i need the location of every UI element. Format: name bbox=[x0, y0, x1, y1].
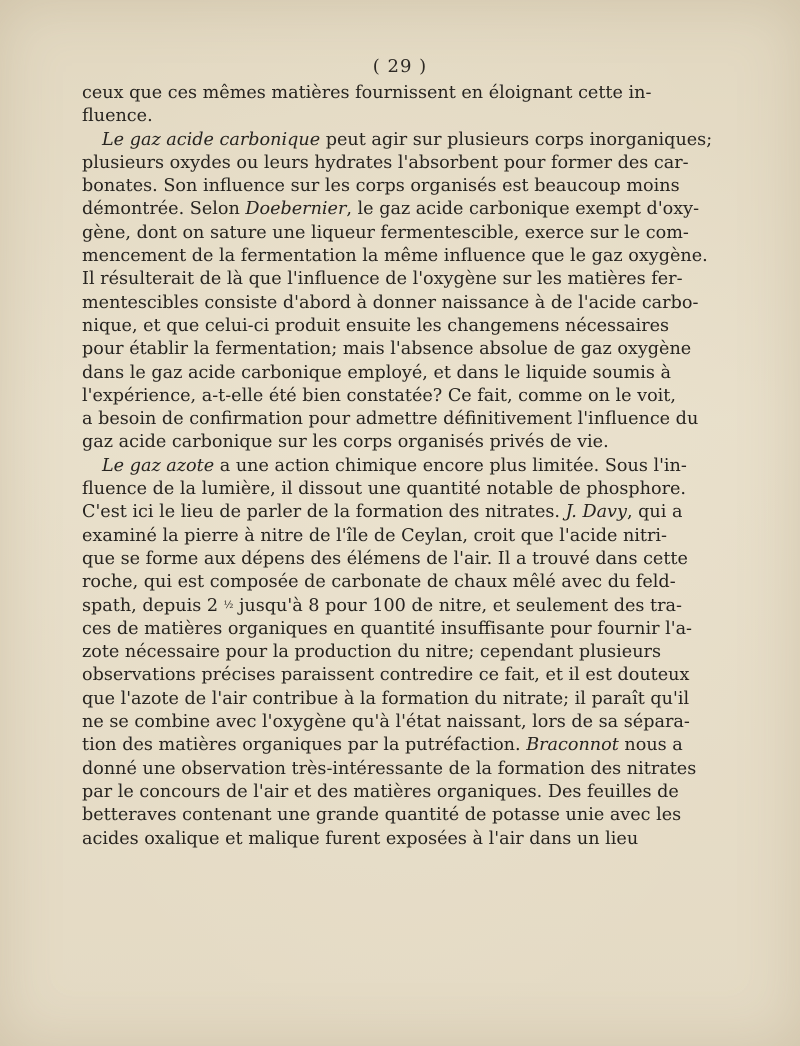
line-text: , qui a bbox=[626, 502, 683, 523]
text-line bbox=[82, 431, 616, 454]
page-number: ( 29 ) bbox=[372, 56, 428, 77]
text-line bbox=[82, 82, 652, 105]
line-text: pour établir la fermentation; mais l'absence absolue de gaz oxygène bbox=[82, 339, 692, 360]
text-line bbox=[82, 408, 699, 431]
line-text: acides oxalique et malique furent exposées à l'air dans un lieu bbox=[82, 828, 639, 849]
text-line bbox=[82, 525, 667, 548]
text-line bbox=[82, 222, 689, 245]
text-line bbox=[82, 641, 661, 664]
line-text: ne se combine avec l'oxygène qu'à l'état naissant, lors de sa sépara- bbox=[82, 712, 690, 733]
text-line bbox=[82, 292, 699, 315]
text-line bbox=[82, 129, 713, 152]
text-line bbox=[82, 315, 670, 338]
text-line bbox=[82, 595, 682, 618]
text-line bbox=[82, 734, 683, 757]
text-line bbox=[82, 758, 697, 781]
line-text: que l'azote de l'air contribue à la formation du nitrate; il paraît qu'il bbox=[82, 688, 690, 709]
text-line bbox=[82, 804, 682, 827]
line-text: fluence. bbox=[82, 106, 153, 127]
text-line bbox=[82, 385, 676, 408]
text-line bbox=[82, 571, 676, 594]
italic-name: Doebernier bbox=[245, 199, 347, 220]
text-line bbox=[82, 175, 680, 198]
line-text: roche, qui est composée de carbonate de chaux mêlé avec du feld- bbox=[82, 572, 676, 593]
fraction: ½ bbox=[223, 600, 234, 612]
line-text: observations précises paraissent contredire ce fait, et il est douteux bbox=[82, 665, 690, 686]
line-text: examiné la pierre à nitre de l'île de Ceylan, croit que l'acide nitri- bbox=[82, 525, 667, 546]
italic-name: Braconnot bbox=[526, 735, 619, 756]
text-line bbox=[82, 618, 692, 641]
line-text: l'expérience, a-t-elle été bien constatée? Ce fait, comme on le voit, bbox=[82, 385, 676, 406]
body-text bbox=[82, 82, 713, 851]
line-text: démontrée. Selon bbox=[82, 199, 246, 220]
text-line bbox=[82, 362, 671, 385]
text-line bbox=[82, 548, 688, 571]
line-text: Il résulterait de là que l'influence de l'oxygène sur les matières fer- bbox=[82, 269, 683, 290]
line-text: par le concours de l'air et des matières organiques. Des feuilles de bbox=[82, 781, 679, 802]
line-text: , le gaz acide carbonique exempt d'oxy- bbox=[346, 199, 700, 220]
text-line bbox=[82, 245, 708, 268]
line-text: bonates. Son influence sur les corps organisés est beaucoup moins bbox=[82, 176, 680, 197]
italic-name: Le gaz acide carbonique bbox=[102, 129, 321, 150]
line-text: gaz acide carbonique sur les corps organisés privés de vie. bbox=[82, 432, 609, 453]
line-text: jusqu'à 8 pour 100 de nitre, et seulement des tra- bbox=[233, 595, 682, 616]
line-text: plusieurs oxydes ou leurs hydrates l'absorbent pour former des car- bbox=[82, 152, 689, 173]
text-line bbox=[82, 152, 689, 175]
text-line bbox=[82, 105, 616, 128]
line-text: donné une observation très-intéressante de la formation des nitrates bbox=[82, 758, 697, 779]
line-text: tion des matières organiques par la putréfaction. bbox=[82, 735, 527, 756]
text-line bbox=[82, 455, 687, 478]
text-line bbox=[82, 688, 690, 711]
line-text: betteraves contenant une grande quantité de potasse unie avec les bbox=[82, 805, 682, 826]
line-text: nous a bbox=[618, 735, 683, 756]
line-text: dans le gaz acide carbonique employé, et dans le liquide soumis à bbox=[82, 362, 671, 383]
italic-name: Le gaz azote bbox=[102, 455, 215, 476]
line-text: peut agir sur plusieurs corps inorganiques; bbox=[320, 129, 713, 150]
text-line bbox=[82, 501, 683, 524]
line-text: gène, dont on sature une liqueur fermentescible, exerce sur le com- bbox=[82, 222, 689, 243]
line-text: mentescibles consiste d'abord à donner naissance à de l'acide carbo- bbox=[82, 292, 699, 313]
line-text: ces de matières organiques en quantité insuffisante pour fournir l'a- bbox=[82, 618, 692, 639]
text-line bbox=[82, 781, 679, 804]
line-text: zote nécessaire pour la production du nitre; cependant plusieurs bbox=[82, 642, 661, 663]
text-line bbox=[82, 338, 692, 361]
line-text: a une action chimique encore plus limitée. Sous l'in- bbox=[214, 455, 687, 476]
line-text: nique, et que celui-ci produit ensuite les changemens nécessaires bbox=[82, 315, 670, 336]
line-text: fluence de la lumière, il dissout une quantité notable de phosphore. bbox=[82, 479, 687, 500]
line-text: C'est ici le lieu de parler de la formation des nitrates. bbox=[82, 502, 566, 523]
line-text: que se forme aux dépens des élémens de l'air. Il a trouvé dans cette bbox=[82, 548, 688, 569]
text-line bbox=[82, 268, 683, 291]
text-line bbox=[82, 664, 690, 687]
text-line bbox=[82, 828, 639, 851]
line-text: spath, depuis 2 bbox=[82, 595, 224, 616]
text-line bbox=[82, 711, 690, 734]
line-text: ceux que ces mêmes matières fournissent en éloignant cette in- bbox=[82, 83, 652, 103]
text-line bbox=[82, 478, 687, 501]
line-text: a besoin de confirmation pour admettre définitivement l'influence du bbox=[82, 409, 699, 430]
text-line bbox=[82, 198, 700, 221]
line-text: mencement de la fermentation la même influence que le gaz oxygène. bbox=[82, 246, 708, 267]
italic-name: J. Davy bbox=[565, 502, 627, 523]
